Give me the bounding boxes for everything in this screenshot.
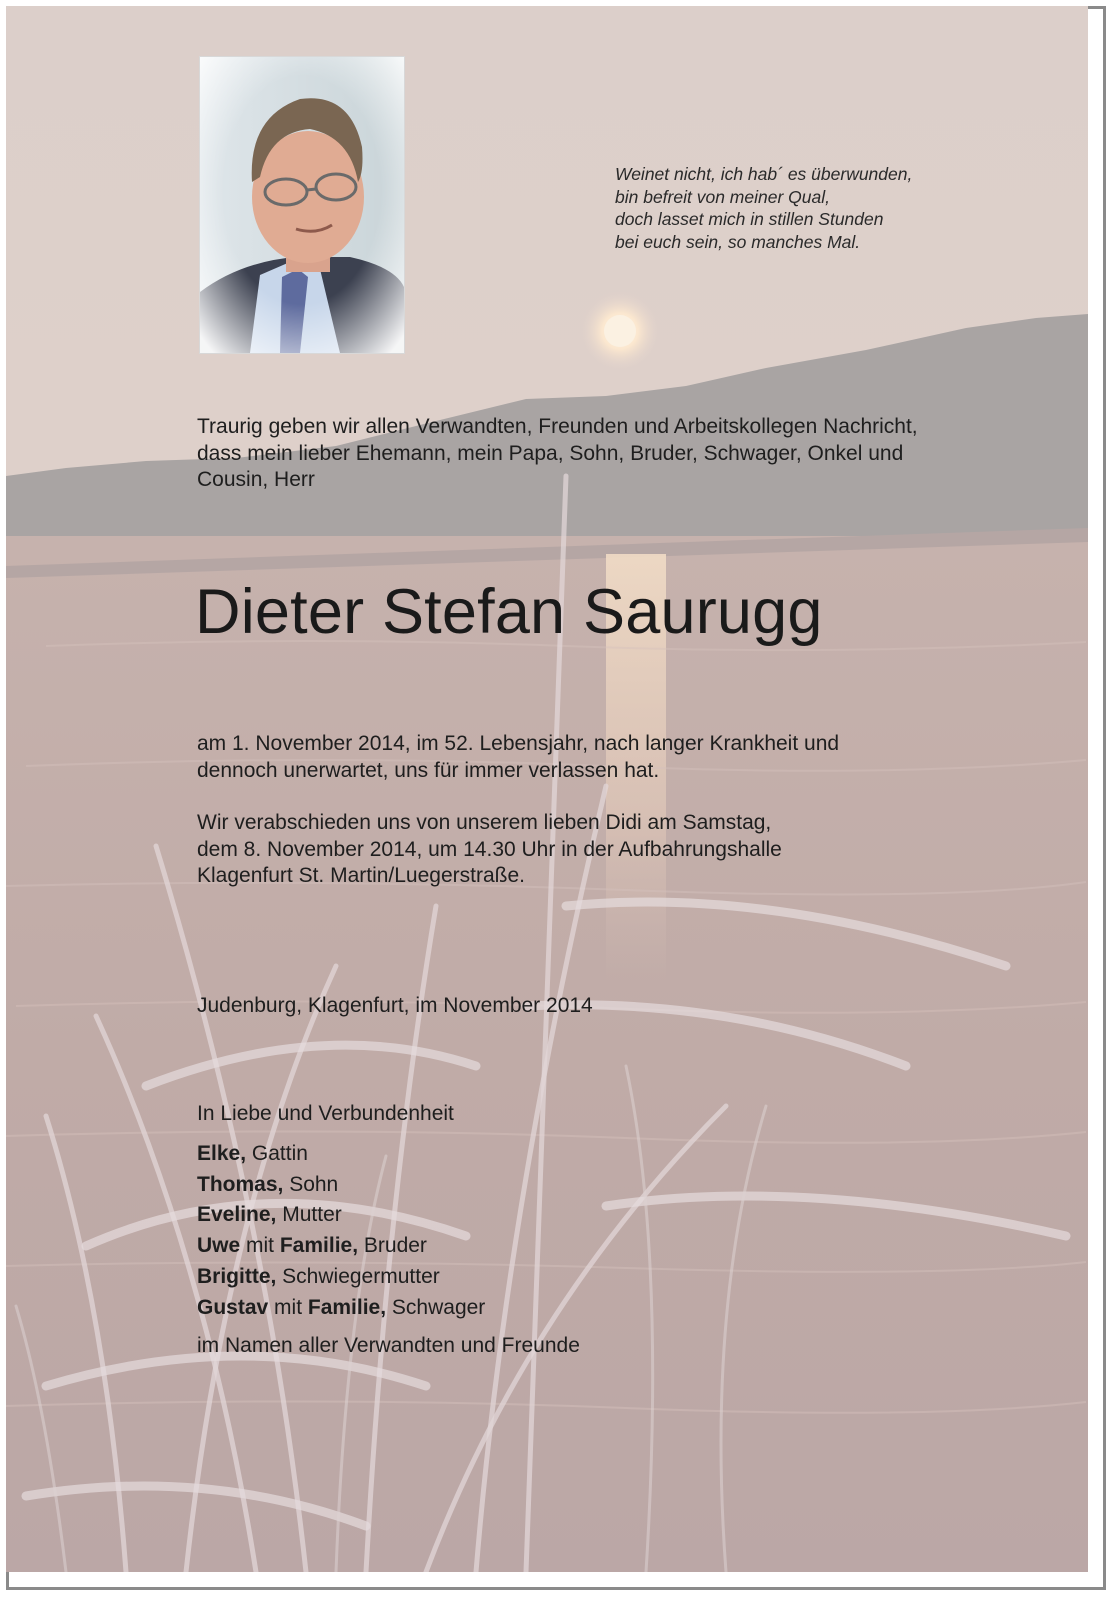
mourner-entry — [197, 1200, 485, 1231]
service-line: Klagenfurt St. Martin/Luegerstraße. — [197, 864, 525, 887]
mourner-name: Brigitte, — [197, 1264, 277, 1288]
mourner-relation: Bruder — [358, 1234, 427, 1258]
intro-line: Cousin, Herr — [197, 468, 315, 491]
service-line: dem 8. November 2014, um 14.30 Uhr in der Aufbahrungshalle — [197, 837, 782, 861]
mourner-relation: Schwager — [386, 1295, 486, 1319]
mourner-relation: Sohn — [283, 1172, 339, 1196]
poem-line: doch lasset mich in stillen Stunden — [615, 209, 884, 229]
mourner-name: Uwe — [197, 1234, 241, 1258]
mourner-family: Familie, — [307, 1295, 387, 1319]
mourner-relation: Gattin — [246, 1142, 308, 1165]
death-line: am 1. November 2014, im 52. Lebensjahr, nach langer Krankheit und — [197, 732, 840, 755]
death-line: dennoch unerwartet, uns für immer verlassen hat. — [197, 758, 660, 782]
place-and-date: Judenburg, Klagenfurt, im November 2014 — [197, 994, 593, 1017]
poem-verse — [615, 163, 912, 253]
intro-line: Traurig geben wir allen Verwandten, Freunden und Arbeitskollegen Nachricht, — [197, 415, 918, 438]
mourner-entry — [197, 1170, 485, 1201]
closing-line: im Namen aller Verwandten und Freunde — [197, 1334, 580, 1357]
mourners-list — [197, 1139, 485, 1323]
mourner-relation: Schwiegermutter — [276, 1264, 440, 1288]
poem-line: bin befreit von meiner Qual, — [615, 186, 830, 207]
poem-line: bei euch sein, so manches Mal. — [615, 231, 861, 252]
mourner-entry — [197, 1231, 485, 1262]
mourner-connector: mit — [268, 1295, 308, 1319]
mourner-connector: mit — [240, 1234, 280, 1258]
funeral-service-info — [197, 810, 782, 890]
deceased-name: Dieter Stefan Saurugg — [195, 577, 823, 647]
mourner-name: Eveline, — [197, 1203, 277, 1227]
service-line: Wir verabschieden uns von unserem lieben Didi am Samstag, — [197, 811, 772, 834]
portrait-photo — [199, 56, 405, 354]
death-notice — [197, 731, 839, 784]
intro-line: dass mein lieber Ehemann, mein Papa, Sohn, Bruder, Schwager, Onkel und — [197, 441, 904, 465]
mourner-name: Thomas, — [197, 1172, 284, 1196]
mourner-name: Elke, — [197, 1142, 247, 1165]
mourner-name: Gustav — [197, 1295, 269, 1319]
mourner-entry — [197, 1139, 485, 1170]
announcement-intro — [197, 414, 1037, 494]
mourner-family: Familie, — [279, 1234, 359, 1258]
love-line: In Liebe und Verbundenheit — [197, 1102, 454, 1125]
mourner-entry — [197, 1293, 485, 1324]
mourner-relation: Mutter — [276, 1203, 342, 1227]
mourner-entry — [197, 1262, 485, 1293]
poem-line: Weinet nicht, ich hab´ es überwunden, — [615, 164, 913, 184]
